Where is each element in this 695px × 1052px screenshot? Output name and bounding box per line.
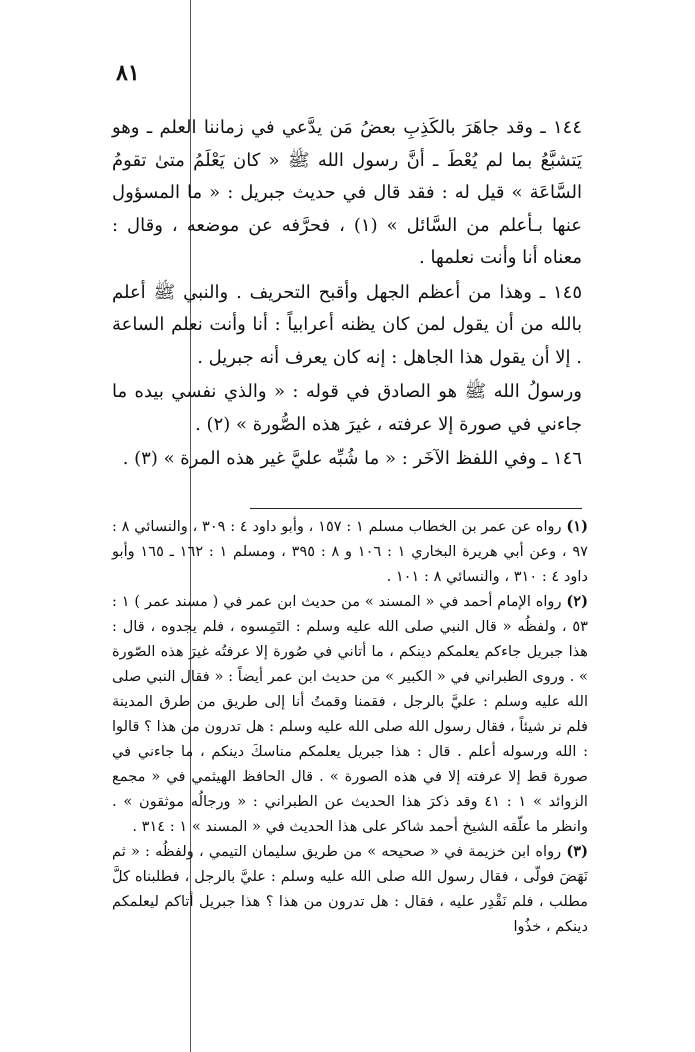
footnote <box>112 514 588 589</box>
footnote-text: رواه الإمام أحمد في « المسند » من حديث ابن عمر في ( مسند عمر ) ١ : ٥٣ ، ولفظُه « قال النبي صلى الله عليه وسلم : التَمِسوه ، فلم يجدوه ، قال : هذا جبريل جاءكم يعلمكم دينكم ، ما أتاني في صُورة إلا عرفتُه غيرَ هذه الصّورة » . وروى الطبراني في « الكبير » من حديث ابن عمر أيضاً : « فقال النبي صلى الله عليه وسلم : عليَّ بالرجل ، فقمنا وقمتُ أنا إلى طريق من طرق المدينة فلم نر شيئاً ، فقال رسول الله صلى الله عليه وسلم : هل تدرون من هذا ؟ قالوا : الله ورسوله أعلم . قال : هذا جبريل يعلمكم مناسكَ دينكم ، ما جاءني في صورة قط إلا عرفته إلا في هذه الصورة » . قال الحافظ الهيثمي في « مجمع الزوائد » ١ : ٤١ وقد ذكرَ هذا الحديث عن الطبراني : « ورجالُه موثقون » . وانظر ما علّقه الشيخ أحمد شاكر على هذا الحديث في « المسند » ١ : ٣١٤ . <box>112 593 588 835</box>
footnotes <box>112 514 588 939</box>
footnote-text: رواه ابن خزيمة في « صحيحه » من طريق سليمان التيمي ، ولفظُه : « ثم نَهَضَ فولّى ، فقال رسول الله صلى الله عليه وسلم : عليَّ بالرجل ، فطلبناه كلَّ مطلب ، فلم نَقْدِر عليه ، فقال : هل تدرون من هذا ؟ هذا جبريل أتاكم ليعلمكم دينكم ، خذُوا <box>112 843 588 935</box>
page-number: ٨١ <box>116 60 140 86</box>
body-paragraph: ١٤٥ ـ وهذا من أعظم الجهل وأقبح التحريف . والنبي ﷺ أعلم بالله من أن يقول لمن كان يظنه أعرابياً : أنا وأنت نعلم الساعة . إلا أن يقول هذا الجاهل : إنه كان يعرف أنه جبريل . <box>112 281 582 368</box>
footnote-ref: (٢) <box>566 593 588 610</box>
footnote-text: رواه عن عمر بن الخطاب مسلم ١ : ١٥٧ ، وأبو داود ٤ : ٣٠٩ ، والنسائي ٨ : ٩٧ ، وعن أبي هريرة البخاري ١ : ١٠٦ و ٨ : ٣٩٥ ، ومسلم ١ : ١٦٢ ـ ١٦٥ وأبو داود ٤ : ٣١٠ ، والنسائي ٨ : ١٠١ . <box>112 518 589 585</box>
footnote-ref: (١) <box>566 518 588 535</box>
footnote-divider <box>250 508 582 509</box>
footnote-ref: (٣) <box>566 843 588 860</box>
body-paragraph: ١٤٤ ـ وقد جاهَرَ بالكَذِبِ بعضُ مَن يدَّعي في زماننا العلم ـ وهو يَتشبَّعُ بما لم يُعْطَ ـ أنَّ رسول الله ﷺ « كان يَعْلَمُ متىٰ تقومُ السَّاعَة » قيل له : فقد قال في حديث جبريل : « ما المسؤول عنها بـأعلم من السَّائل » (١) ، فحرَّفه عن موضعه ، وقال : معناه أنا وأنت نعلمها . <box>112 117 582 268</box>
body-paragraph: ورسولُ الله ﷺ هو الصادق في قوله : « والذي نفسي بيده ما جاءني في صورة إلا عرفته ، غيرَ هذه الصُّورة » (٢) . <box>112 381 582 435</box>
body-paragraph: ١٤٦ ـ وفي اللفظ الآخَر : « ما شُبِّه عليَّ غير هذه المرة » (٣) . <box>122 448 582 469</box>
main-text <box>112 112 582 476</box>
footnote <box>112 839 588 939</box>
footnote <box>112 589 588 839</box>
